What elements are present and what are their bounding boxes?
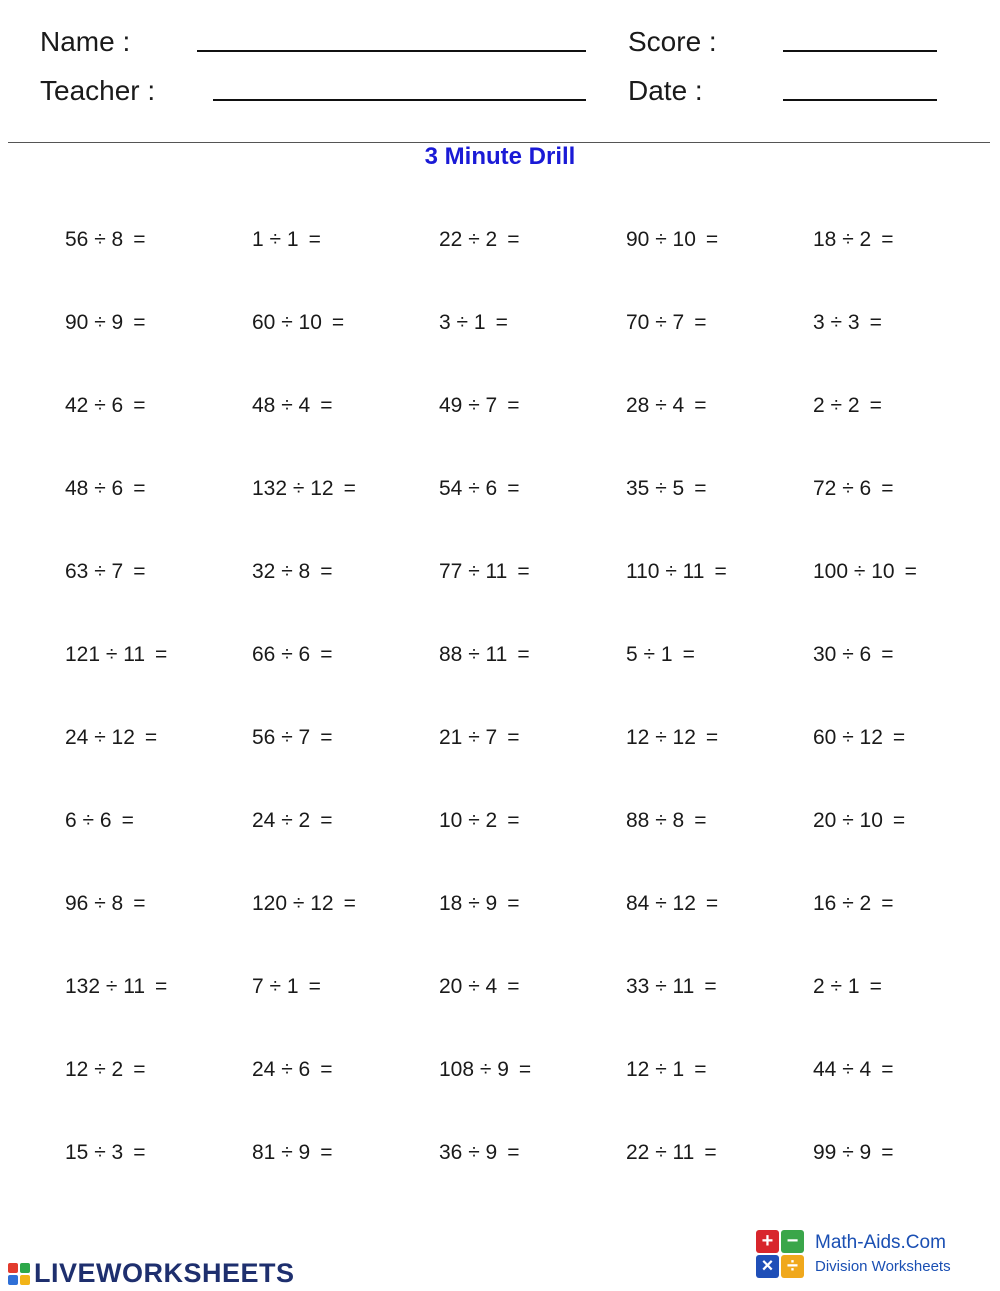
problem-item[interactable] (813, 637, 894, 673)
problem-item[interactable] (439, 471, 520, 507)
problem-item[interactable] (252, 1052, 333, 1088)
equals-sign: = (121, 809, 134, 832)
equals-sign: = (320, 726, 333, 749)
equals-sign: = (714, 560, 727, 583)
equals-sign: = (144, 726, 158, 749)
problem-row (65, 471, 1000, 507)
equals-sign: = (507, 477, 520, 500)
equals-sign: = (705, 892, 719, 915)
problem-item[interactable] (439, 969, 520, 1005)
equals-sign: = (694, 1058, 707, 1081)
problem-expression: 16 ÷ 2 (813, 892, 872, 915)
problem-expression: 22 ÷ 11 (626, 1141, 695, 1164)
problem-expression: 18 ÷ 2 (813, 228, 872, 251)
problem-expression: 120 ÷ 12 (252, 892, 334, 915)
problem-item[interactable] (65, 886, 146, 922)
plus-icon: + (756, 1230, 779, 1253)
equals-sign: = (507, 809, 520, 832)
problem-item[interactable] (626, 1135, 717, 1171)
equals-sign: = (517, 560, 530, 583)
problem-expression: 28 ÷ 4 (626, 394, 685, 417)
teacher-field[interactable] (213, 99, 586, 101)
equals-sign: = (869, 311, 882, 334)
equals-sign: = (881, 1058, 894, 1081)
problem-item[interactable] (813, 554, 917, 590)
problem-item[interactable] (65, 471, 146, 507)
problem-item[interactable] (65, 969, 167, 1005)
problem-item[interactable] (252, 803, 333, 839)
problem-item[interactable] (439, 803, 520, 839)
problem-expression: 18 ÷ 9 (439, 892, 498, 915)
date-field[interactable] (783, 99, 937, 101)
problem-item[interactable] (626, 637, 695, 673)
problem-expression: 20 ÷ 4 (439, 975, 498, 998)
equals-sign: = (320, 1141, 333, 1164)
problem-expression: 110 ÷ 11 (626, 560, 705, 583)
problem-item[interactable] (65, 803, 134, 839)
problem-expression: 22 ÷ 2 (439, 228, 498, 251)
problem-item[interactable] (626, 886, 718, 922)
problem-expression: 121 ÷ 11 (65, 643, 146, 666)
equals-sign: = (507, 975, 520, 998)
problem-expression: 49 ÷ 7 (439, 394, 498, 417)
equals-sign: = (881, 228, 894, 251)
problem-expression: 100 ÷ 10 (813, 560, 895, 583)
equals-sign: = (694, 394, 707, 417)
problem-expression: 108 ÷ 9 (439, 1058, 509, 1081)
problem-expression: 35 ÷ 5 (626, 477, 685, 500)
equals-sign: = (133, 228, 146, 251)
problem-expression: 72 ÷ 6 (813, 477, 872, 500)
problem-item[interactable] (813, 969, 882, 1005)
problem-item[interactable] (439, 637, 530, 673)
problem-expression: 48 ÷ 6 (65, 477, 124, 500)
equals-sign: = (343, 892, 356, 915)
equals-sign: = (133, 1141, 146, 1164)
problem-item[interactable] (626, 969, 717, 1005)
problem-item[interactable] (813, 388, 882, 424)
equals-sign: = (495, 311, 508, 334)
problem-item[interactable] (252, 222, 321, 258)
problem-row (65, 305, 1000, 341)
problem-expression: 20 ÷ 10 (813, 809, 883, 832)
problem-row (65, 637, 1000, 673)
equals-sign: = (320, 643, 333, 666)
problem-item[interactable] (252, 720, 333, 756)
problem-expression: 15 ÷ 3 (65, 1141, 124, 1164)
problem-expression: 56 ÷ 7 (252, 726, 311, 749)
equals-sign: = (133, 1058, 146, 1081)
problem-item[interactable] (252, 1135, 333, 1171)
problem-expression: 10 ÷ 2 (439, 809, 498, 832)
equals-sign: = (517, 643, 530, 666)
equals-sign: = (155, 643, 168, 666)
problem-item[interactable] (626, 1052, 707, 1088)
problem-expression: 33 ÷ 11 (626, 975, 695, 998)
equals-sign: = (694, 809, 707, 832)
problem-expression: 12 ÷ 1 (626, 1058, 685, 1081)
date-label: Date : (628, 75, 703, 106)
problem-item[interactable] (65, 388, 146, 424)
problem-expression: 3 ÷ 1 (439, 311, 486, 334)
problem-item[interactable] (65, 1135, 146, 1171)
equals-sign: = (308, 228, 321, 251)
equals-sign: = (694, 477, 707, 500)
site-subtitle: Division Worksheets (815, 1258, 951, 1275)
equals-sign: = (133, 560, 146, 583)
problem-item[interactable] (813, 1135, 894, 1171)
equals-sign: = (869, 394, 882, 417)
problem-item[interactable] (439, 886, 520, 922)
problem-expression: 44 ÷ 4 (813, 1058, 872, 1081)
problem-item[interactable] (813, 1052, 894, 1088)
name-label: Name : (40, 26, 131, 57)
problem-row (65, 1052, 1000, 1088)
problem-item[interactable] (252, 388, 333, 424)
equals-sign: = (694, 311, 707, 334)
problem-item[interactable] (626, 388, 707, 424)
equals-sign: = (869, 975, 882, 998)
problem-expression: 96 ÷ 8 (65, 892, 124, 915)
problem-expression: 132 ÷ 11 (65, 975, 146, 998)
problem-expression: 81 ÷ 9 (252, 1141, 311, 1164)
equals-sign: = (320, 394, 333, 417)
equals-sign: = (704, 975, 717, 998)
problem-item[interactable] (626, 720, 718, 756)
problem-row (65, 969, 1000, 1005)
problem-expression: 12 ÷ 2 (65, 1058, 124, 1081)
liveworksheets-logo-icon (8, 1263, 30, 1285)
problem-expression: 24 ÷ 2 (252, 809, 311, 832)
problem-expression: 84 ÷ 12 (626, 892, 696, 915)
equals-sign: = (133, 311, 146, 334)
equals-sign: = (133, 892, 146, 915)
problem-expression: 24 ÷ 6 (252, 1058, 311, 1081)
problem-row (65, 803, 1000, 839)
minus-icon: − (781, 1230, 804, 1253)
problem-expression: 88 ÷ 8 (626, 809, 685, 832)
problem-expression: 1 ÷ 1 (252, 228, 299, 251)
equals-sign: = (507, 892, 520, 915)
problem-expression: 60 ÷ 10 (252, 311, 322, 334)
problem-row (65, 554, 1000, 590)
problem-expression: 3 ÷ 3 (813, 311, 860, 334)
problem-item[interactable] (626, 305, 707, 341)
problem-expression: 7 ÷ 1 (252, 975, 299, 998)
problem-item[interactable] (813, 803, 905, 839)
problem-expression: 60 ÷ 12 (813, 726, 883, 749)
name-field[interactable] (197, 50, 586, 52)
problem-item[interactable] (65, 720, 157, 756)
problem-item[interactable] (439, 1135, 520, 1171)
problem-expression: 66 ÷ 6 (252, 643, 311, 666)
problem-item[interactable] (439, 1052, 531, 1088)
equals-sign: = (320, 809, 333, 832)
brand-text: LIVEWORKSHEETS (34, 1258, 295, 1288)
score-field[interactable] (783, 50, 937, 52)
equals-sign: = (518, 1058, 532, 1081)
equals-sign: = (904, 560, 917, 583)
problem-row (65, 222, 1000, 258)
problem-expression: 30 ÷ 6 (813, 643, 872, 666)
problem-item[interactable] (813, 720, 905, 756)
site-name: Math-Aids.Com (815, 1232, 946, 1253)
problem-row (65, 886, 1000, 922)
problem-expression: 21 ÷ 7 (439, 726, 498, 749)
problem-item[interactable] (65, 1052, 146, 1088)
problem-expression: 6 ÷ 6 (65, 809, 112, 832)
equals-sign: = (155, 975, 168, 998)
problem-item[interactable] (252, 305, 344, 341)
problem-item[interactable] (252, 969, 321, 1005)
problem-expression: 90 ÷ 9 (65, 311, 124, 334)
equals-sign: = (881, 1141, 894, 1164)
problem-item[interactable] (813, 471, 894, 507)
problem-item[interactable] (65, 554, 146, 590)
problem-item[interactable] (439, 720, 520, 756)
problem-expression: 90 ÷ 10 (626, 228, 696, 251)
problem-item[interactable] (439, 554, 530, 590)
problem-expression: 56 ÷ 8 (65, 228, 124, 251)
problem-expression: 132 ÷ 12 (252, 477, 334, 500)
score-label: Score : (628, 26, 717, 57)
problem-expression: 2 ÷ 1 (813, 975, 860, 998)
problem-item[interactable] (439, 222, 520, 258)
equals-sign: = (343, 477, 356, 500)
problem-item[interactable] (252, 554, 333, 590)
problem-expression: 99 ÷ 9 (813, 1141, 872, 1164)
problem-item[interactable] (252, 637, 333, 673)
problem-item[interactable] (626, 803, 707, 839)
problem-expression: 77 ÷ 11 (439, 560, 508, 583)
liveworksheets-brand (8, 1258, 295, 1289)
equals-sign: = (507, 726, 520, 749)
problem-expression: 36 ÷ 9 (439, 1141, 498, 1164)
problem-item[interactable] (65, 305, 146, 341)
problem-row (65, 1135, 1000, 1171)
problem-item[interactable] (65, 222, 146, 258)
equals-sign: = (881, 477, 894, 500)
equals-sign: = (881, 892, 894, 915)
equals-sign: = (704, 1141, 717, 1164)
problem-expression: 5 ÷ 1 (626, 643, 673, 666)
problem-item[interactable] (439, 305, 508, 341)
times-icon: × (756, 1255, 779, 1278)
equals-sign: = (320, 560, 333, 583)
equals-sign: = (507, 394, 520, 417)
equals-sign: = (308, 975, 321, 998)
divide-icon: ÷ (781, 1255, 804, 1278)
equals-sign: = (705, 726, 719, 749)
problem-expression: 42 ÷ 6 (65, 394, 124, 417)
problem-item[interactable] (65, 637, 167, 673)
equals-sign: = (892, 809, 906, 832)
problem-expression: 48 ÷ 4 (252, 394, 311, 417)
page-title: 3 Minute Drill (424, 143, 576, 170)
problem-item[interactable] (252, 471, 356, 507)
equals-sign: = (881, 643, 894, 666)
problem-item[interactable] (626, 222, 718, 258)
equals-sign: = (892, 726, 906, 749)
equals-sign: = (133, 477, 146, 500)
teacher-label: Teacher : (40, 75, 156, 106)
problem-item[interactable] (626, 471, 707, 507)
problem-expression: 32 ÷ 8 (252, 560, 311, 583)
problem-item[interactable] (439, 388, 520, 424)
equals-sign: = (507, 1141, 520, 1164)
problem-expression: 70 ÷ 7 (626, 311, 685, 334)
equals-sign: = (331, 311, 345, 334)
problem-item[interactable] (252, 886, 356, 922)
problem-expression: 54 ÷ 6 (439, 477, 498, 500)
equals-sign: = (682, 643, 695, 666)
math-aids-logo-icon (756, 1230, 804, 1278)
problem-item[interactable] (813, 305, 882, 341)
problem-row (65, 720, 1000, 756)
equals-sign: = (320, 1058, 333, 1081)
equals-sign: = (133, 394, 146, 417)
problem-expression: 88 ÷ 11 (439, 643, 508, 666)
problem-item[interactable] (813, 886, 894, 922)
equals-sign: = (507, 228, 520, 251)
problem-row (65, 388, 1000, 424)
problem-expression: 12 ÷ 12 (626, 726, 696, 749)
problem-expression: 63 ÷ 7 (65, 560, 124, 583)
problem-expression: 2 ÷ 2 (813, 394, 860, 417)
problem-item[interactable] (626, 554, 727, 590)
problem-item[interactable] (813, 222, 894, 258)
equals-sign: = (705, 228, 719, 251)
problem-expression: 24 ÷ 12 (65, 726, 135, 749)
